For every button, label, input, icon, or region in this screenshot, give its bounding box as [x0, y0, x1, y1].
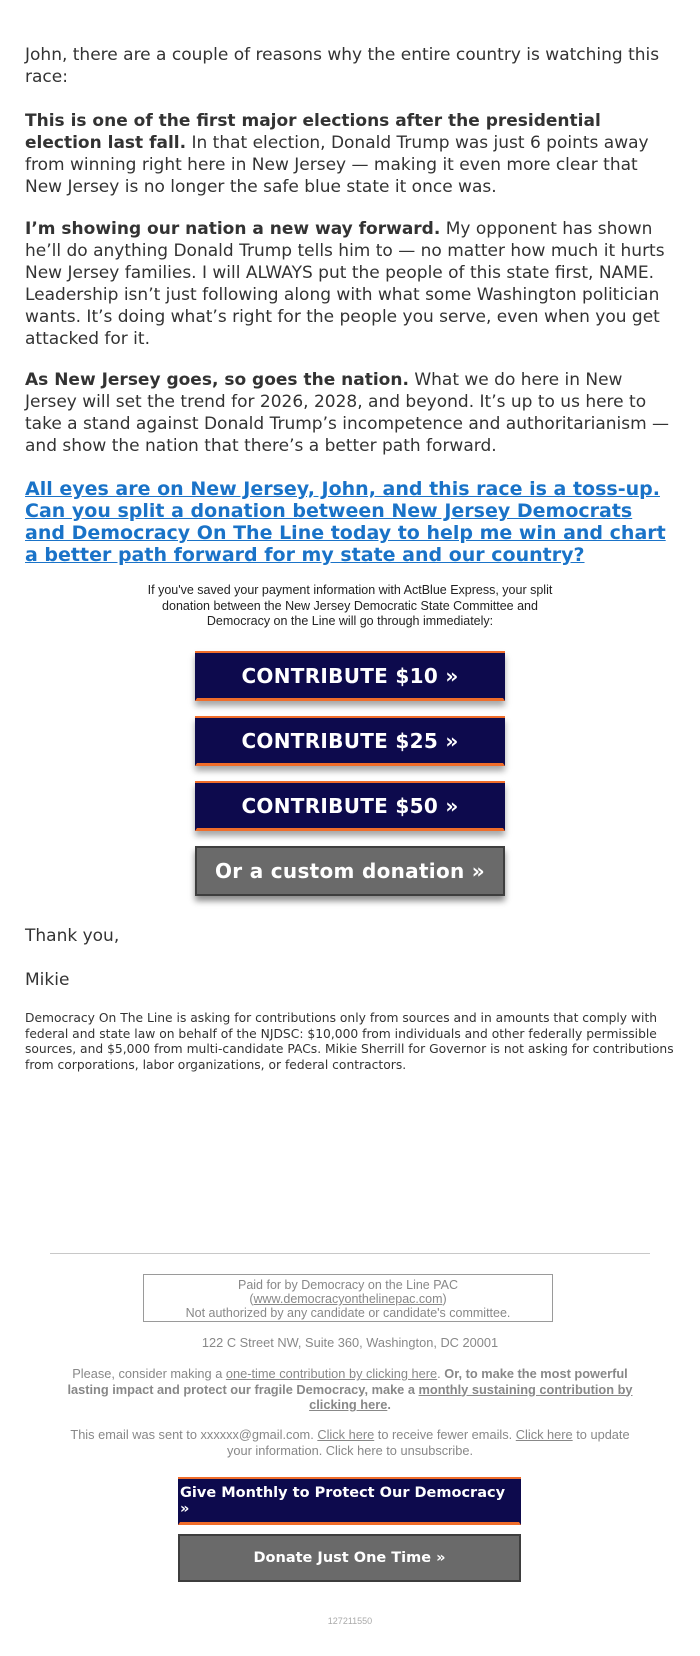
actblue-note: If you've saved your payment information with ActBlue Express, your split donation between the New Jersey Democratic State Committee and Democracy on the Line will go through immediately:: [147, 583, 553, 628]
sent-text-2: to receive fewer emails.: [374, 1427, 516, 1442]
paid-url-line: (www.democracyonthelinepac.com): [249, 1292, 447, 1306]
paragraph-1-bold: This is one of the first major elections after the presidential election last fall.: [25, 111, 601, 153]
intro-paragraph: [25, 44, 677, 88]
paid-url-link[interactable]: www.democracyonthelinepac.com: [253, 1292, 443, 1306]
intro-text: John, there are a couple of reasons why the entire country is watching this race:: [25, 45, 660, 87]
footer-divider: [50, 1253, 650, 1254]
cta-paragraph: [25, 478, 677, 566]
paragraph-3-text: What we do here in New Jersey will set the trend for 2026, 2028, and beyond. It’s up to us here to take a stand against Donald Trump’s incompetence and authoritarianism — and show the nation that there’s a better path forward.: [25, 370, 670, 456]
legal-disclaimer: Democracy On The Line is asking for contributions only from sources and in amounts that comply with federal and state law on behalf of the NJDSC: $10,000 from individuals and other federally permissible sources, and $5,000 from multi-candidate PACs. Mikie Sherrill for Governor is not asking for contributions from corporations, labor organizations, or federal contractors.: [25, 1011, 674, 1072]
contribute-25-button[interactable]: CONTRIBUTE $25 »: [195, 716, 505, 766]
paragraph-1-text: In that election, Donald Trump was just 6 points away from winning right here in New Jersey — making it even more clear that New Jersey is no longer the safe blue state it once was.: [25, 133, 649, 197]
contribute-50-button[interactable]: CONTRIBUTE $50 »: [195, 781, 505, 831]
consider-end: .: [387, 1397, 391, 1412]
fewer-emails-link[interactable]: Click here: [317, 1427, 375, 1442]
update-info-link[interactable]: Click here: [515, 1427, 573, 1442]
footer-contribution-note: [60, 1366, 640, 1413]
donate-once-button[interactable]: Donate Just One Time »: [178, 1534, 521, 1582]
one-time-contribution-link[interactable]: one-time contribution by clicking here: [225, 1366, 438, 1381]
paragraph-2: [25, 218, 677, 350]
paid-for-box: [143, 1274, 553, 1322]
give-monthly-button[interactable]: Give Monthly to Protect Our Democracy »: [178, 1477, 521, 1525]
sent-text-1: This email was sent to xxxxxx@gmail.com.: [70, 1427, 318, 1442]
paid-by-text: Paid for by Democracy on the Line PAC: [237, 1278, 458, 1292]
not-authorized-text: Not authorized by any candidate or candidate's committee.: [185, 1306, 511, 1320]
contribute-10-button[interactable]: CONTRIBUTE $10 »: [195, 651, 505, 701]
custom-donation-button[interactable]: Or a custom donation »: [195, 846, 505, 896]
consider-text-1: Please, consider making a: [72, 1366, 226, 1381]
footer-address: 122 C Street NW, Suite 360, Washington, DC 20001: [201, 1335, 499, 1350]
signoff-thanks: Thank you,: [25, 926, 120, 946]
signoff-name: Mikie: [25, 970, 70, 990]
footer-email-note: [60, 1427, 640, 1458]
consider-text-2: .: [437, 1366, 445, 1381]
email-code: 127211550: [327, 1616, 373, 1626]
paragraph-3-bold: As New Jersey goes, so goes the nation.: [25, 370, 409, 390]
paragraph-2-text: My opponent has shown he’ll do anything Donald Trump tells him to — no matter how much it hurts New Jersey families. I will ALWAYS put the people of this state first, NAME. Leadership isn’t just following along with what some Washington politician wants. It’s doing what’s right for the people you serve, even when you get attacked for it.: [25, 219, 665, 349]
monthly-contribution-link[interactable]: monthly sustaining contribution by clicking here: [309, 1381, 633, 1412]
paragraph-2-bold: I’m showing our nation a new way forward.: [25, 219, 441, 239]
donate-cta-link[interactable]: All eyes are on New Jersey, John, and this race is a toss-up. Can you split a donation between New Jersey Democrats and Democracy On The Line today to help me win and chart a better path forward for my state and our country?: [25, 478, 666, 566]
consider-bold-text: Or, to make the most powerful lasting impact and protect our fragile Democracy, make a: [67, 1366, 628, 1397]
paragraph-1: [25, 110, 677, 198]
sent-text-3: to update your information. Click here to unsubscribe.: [226, 1427, 630, 1458]
paragraph-3: [25, 369, 677, 457]
